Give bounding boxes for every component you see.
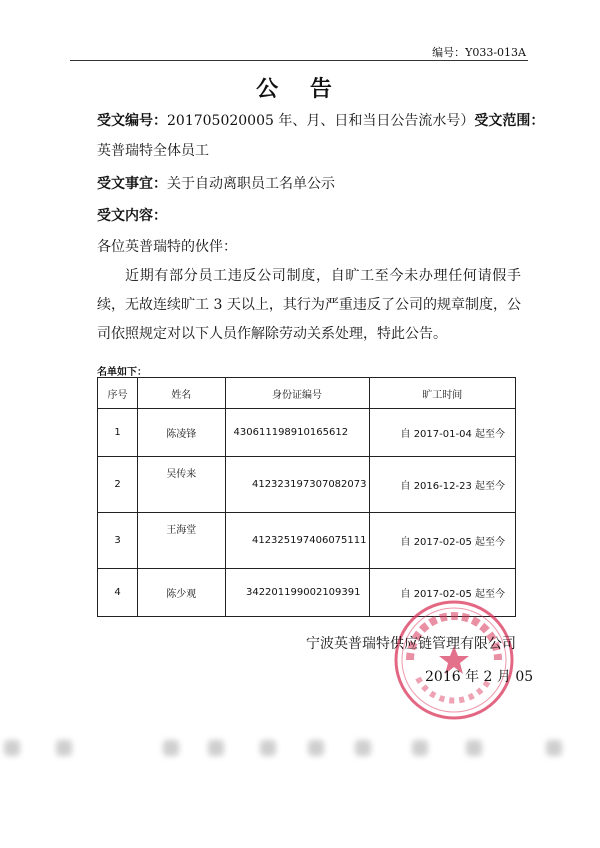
row-period: 自 2017-02-05 起至今 <box>369 569 516 617</box>
notice-date: 2016 年 2 月 05 <box>425 669 534 685</box>
employee-table <box>97 377 516 617</box>
scan-smudge <box>4 740 20 756</box>
row-no: 2 <box>98 457 138 513</box>
scan-smudge <box>546 740 562 756</box>
scan-smudge <box>308 740 324 756</box>
row-period: 自 2017-02-05 起至今 <box>369 513 516 569</box>
header-id: 身份证编号 <box>225 378 369 409</box>
row-period: 自 2017-01-04 起至今 <box>369 409 516 457</box>
greeting: 各位英普瑞特的伙伴： <box>97 239 237 255</box>
row-name: 陈少观 <box>138 569 225 617</box>
table-row <box>98 457 516 513</box>
content-label: 受文内容： <box>97 208 167 224</box>
scan-smudge <box>208 740 224 756</box>
row-name: 陈凌锋 <box>138 409 225 457</box>
scan-smudge <box>466 740 482 756</box>
scan-smudge <box>163 740 179 756</box>
header-name: 姓名 <box>138 378 225 409</box>
document-code: 编号：Y033-013A <box>432 46 526 59</box>
row-id: 412325197406075111 <box>225 513 369 569</box>
row-no: 3 <box>98 513 138 569</box>
row-name: 王海堂 <box>138 513 225 569</box>
scope-label: 受文范围： <box>474 113 545 129</box>
list-caption: 名单如下： <box>97 367 147 378</box>
row-no: 1 <box>98 409 138 457</box>
notice-title: 公 告 <box>256 77 344 102</box>
notice-paragraph: 近期有部分员工违反公司制度，自旷工至今未办理任何请假手续，无故连续旷工 3 天以上，其行为严重违反了公司的规章制度，公司依照规定对以下人员作解除劳动关系处理，特此公告。 <box>97 268 521 342</box>
scan-smudge <box>412 740 428 756</box>
company-seal-icon <box>392 598 516 722</box>
subject-value: 关于自动离职员工名单公示 <box>167 176 335 192</box>
scan-smudge <box>56 740 72 756</box>
table-row <box>98 409 516 457</box>
subject-label: 受文事宜： <box>97 176 167 192</box>
doc-number-value: 201705020005 年、月、日和当日公告流水号） <box>167 113 475 129</box>
scope-value: 英普瑞特全体员工 <box>97 143 209 159</box>
row-id: 430611198910165612 <box>225 409 369 457</box>
row-no: 4 <box>98 569 138 617</box>
row-id: 412323197307082073 <box>225 457 369 513</box>
scan-smudge <box>260 740 276 756</box>
doc-number-label: 受文编号： <box>97 113 167 129</box>
scan-smudge <box>355 740 371 756</box>
doc-number-line <box>97 110 544 130</box>
table-row <box>98 513 516 569</box>
header-rule <box>70 60 528 61</box>
row-id: 342201199002109391 <box>225 569 369 617</box>
table-header-row <box>98 378 516 409</box>
company-name: 宁波英普瑞特供应链管理有限公司 <box>306 636 516 652</box>
header-no: 序号 <box>98 378 138 409</box>
row-name: 吴传来 <box>138 457 225 513</box>
row-period: 自 2016-12-23 起至今 <box>369 457 516 513</box>
header-period: 旷工时间 <box>369 378 516 409</box>
subject-line <box>97 173 335 193</box>
